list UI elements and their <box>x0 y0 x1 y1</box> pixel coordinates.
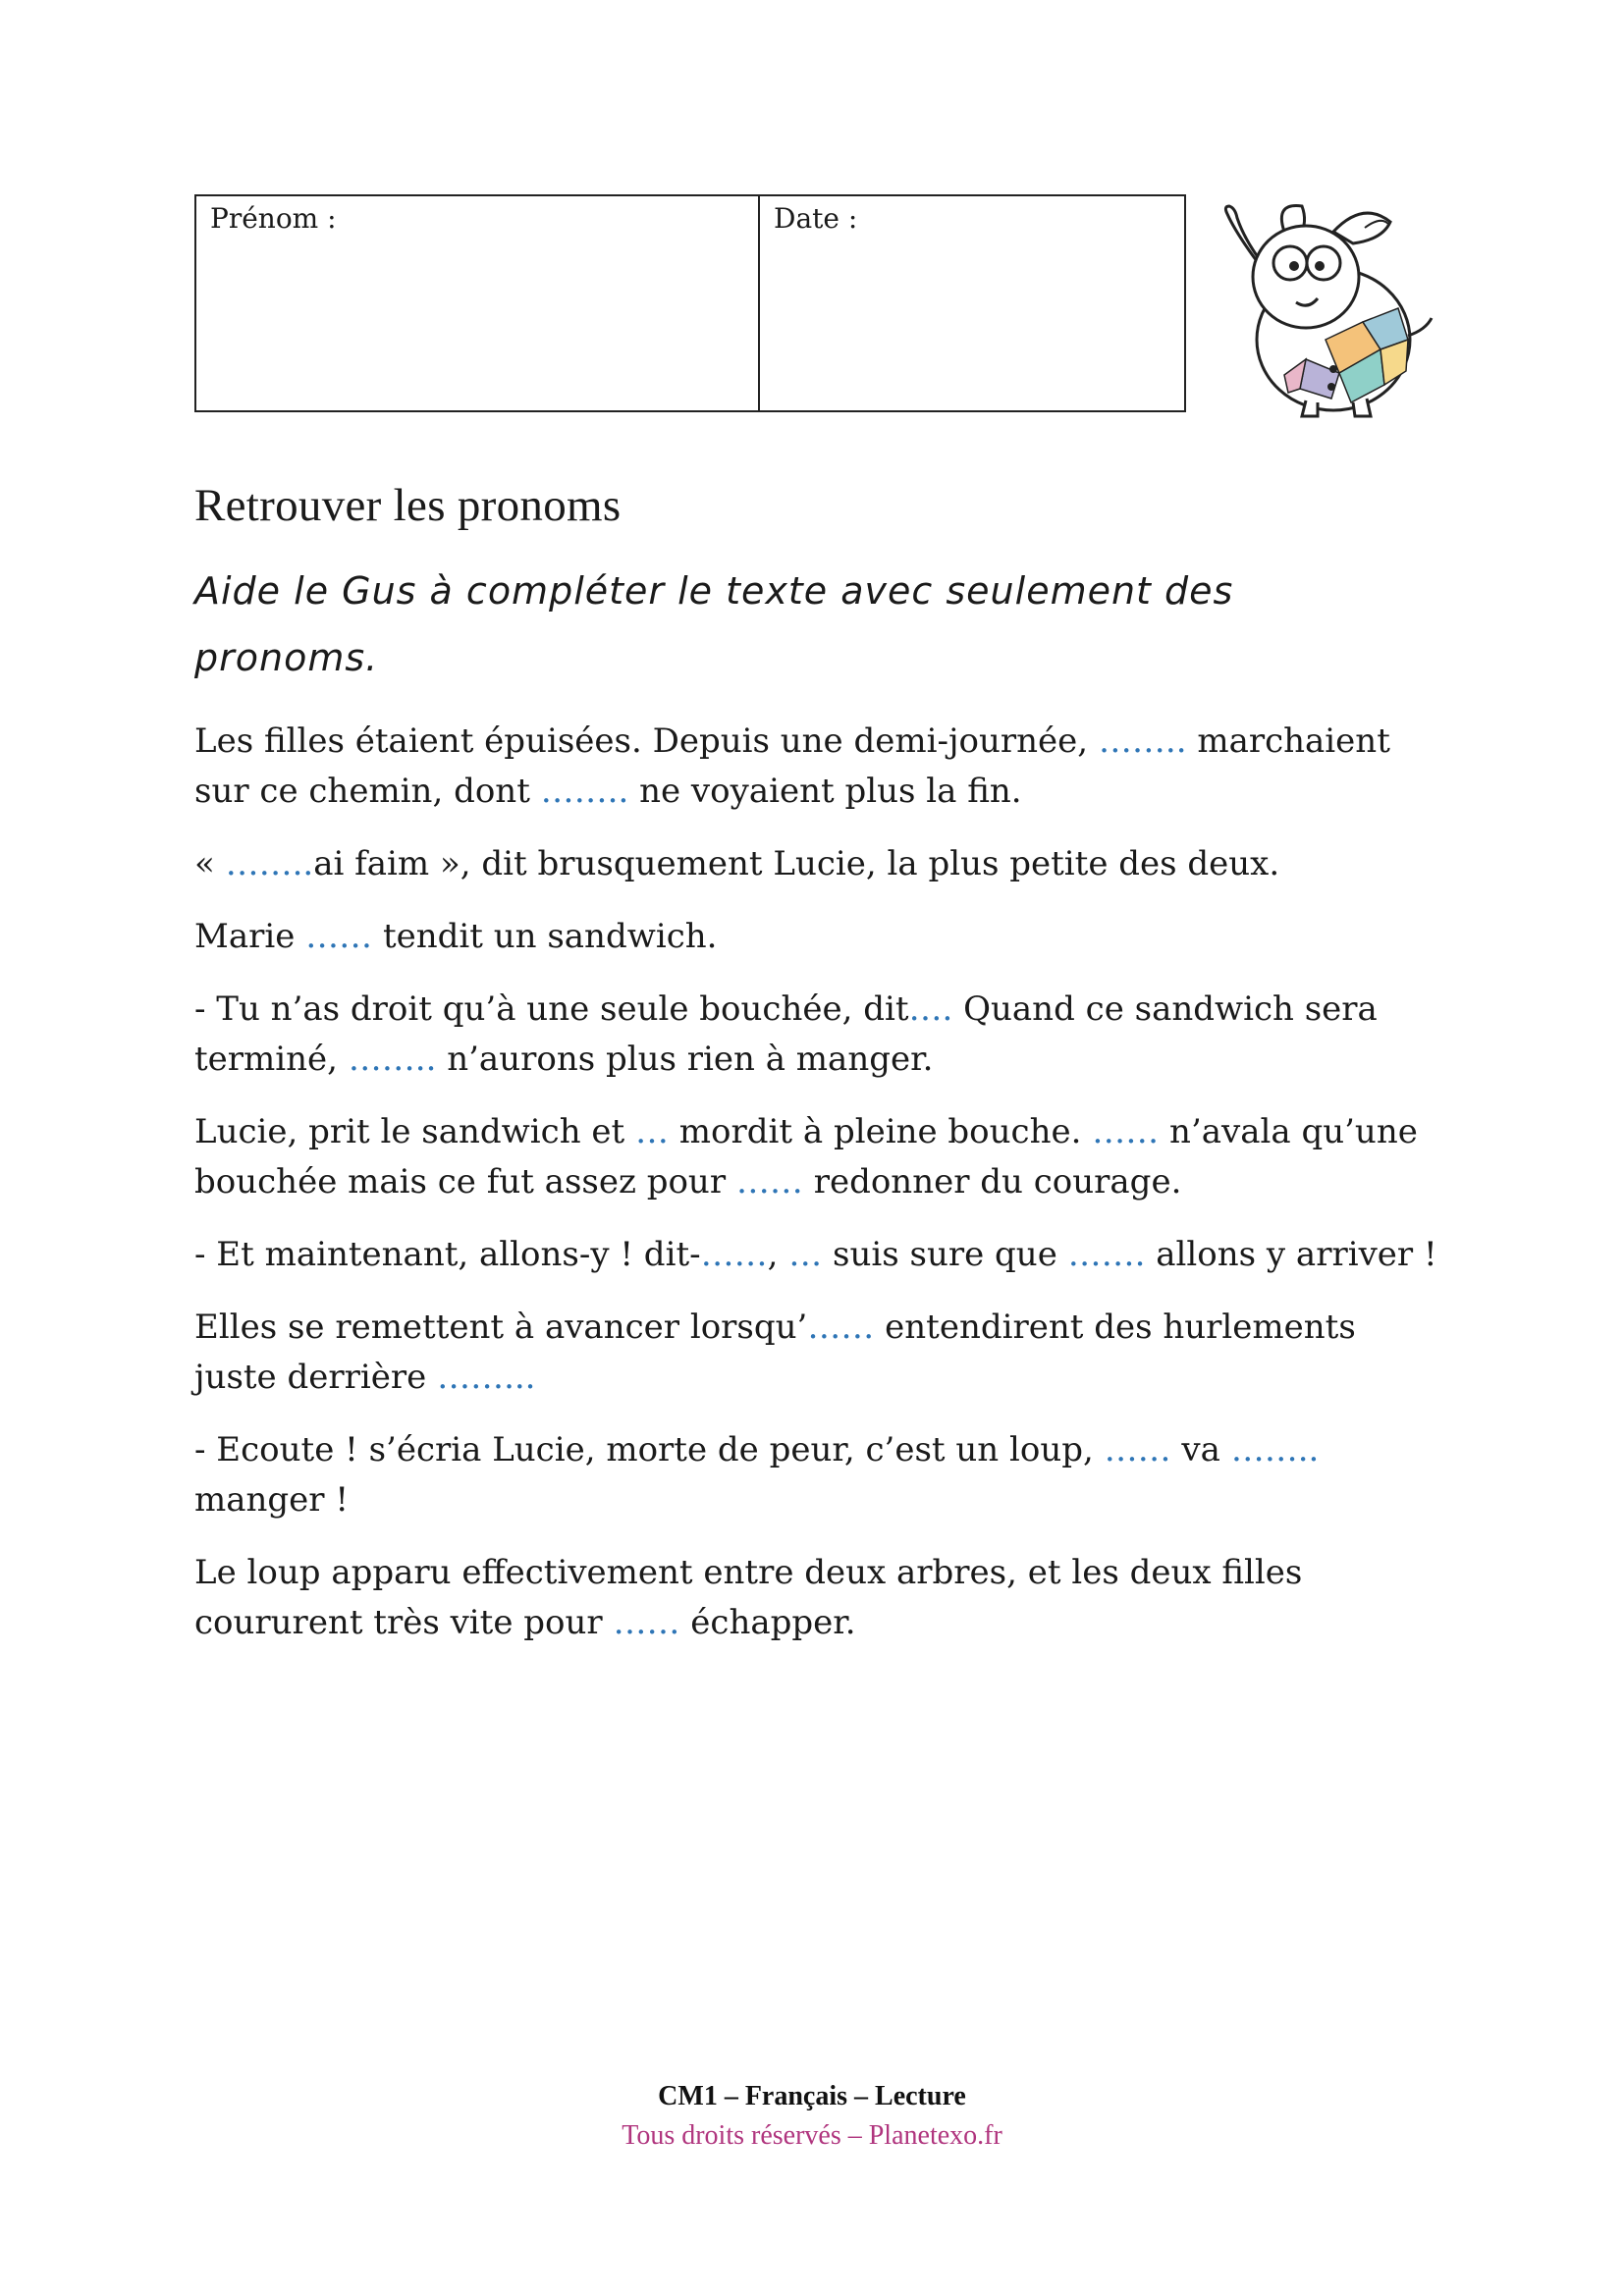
text-segment: marchaient sur ce chemin, dont <box>194 721 1390 811</box>
prenom-label: Prénom : <box>210 202 337 235</box>
footer-subject: CM1 – Français – Lecture <box>658 2081 966 2111</box>
header-table <box>194 194 1186 412</box>
exercise-paragraph <box>194 1425 1441 1525</box>
pronoun-blank[interactable]: …….. <box>1098 721 1187 761</box>
text-segment: Les filles étaient épuisées. Depuis une demi-journée, <box>194 721 1099 761</box>
instruction: Aide le Gus à compléter le texte avec seulement des pronoms. <box>194 569 1234 679</box>
page-title: Retrouver les pronoms <box>194 480 622 531</box>
text-segment: n’avala qu’une bouchée mais ce fut assez pour <box>194 1112 1418 1201</box>
text-segment: Lucie, prit le sandwich et <box>194 1112 635 1151</box>
pronoun-blank[interactable]: …….. <box>348 1040 437 1079</box>
text-segment: , <box>767 1235 789 1274</box>
date-label: Date : <box>774 202 858 235</box>
text-segment: ne voyaient plus la fin. <box>628 772 1022 811</box>
text-segment: Quand ce sandwich sera terminé, <box>194 989 1378 1079</box>
text-segment: - Et maintenant, allons-y ! dit- <box>194 1235 701 1274</box>
exercise-paragraph <box>194 985 1441 1085</box>
exercise-paragraph <box>194 1303 1441 1403</box>
sheep-mascot-icon <box>1216 192 1434 418</box>
text-segment: entendirent des hurlements juste derrière <box>194 1308 1356 1397</box>
exercise-paragraph <box>194 717 1441 817</box>
pronoun-blank[interactable]: … <box>635 1112 669 1151</box>
pronoun-blank[interactable]: …… <box>700 1235 768 1274</box>
exercise-paragraph <box>194 1107 1441 1207</box>
date-field[interactable] <box>760 196 1184 410</box>
text-segment: ai faim », dit brusquement Lucie, la plus petite des deux. <box>313 844 1280 883</box>
pronoun-blank[interactable]: …… <box>735 1162 803 1201</box>
pronoun-blank[interactable]: … <box>788 1235 823 1274</box>
footer <box>0 2077 1624 2156</box>
pronoun-blank[interactable]: …… <box>807 1308 875 1347</box>
exercise-paragraph <box>194 1230 1441 1280</box>
exercise-paragraph <box>194 839 1441 889</box>
text-segment: « <box>194 844 226 883</box>
exercise-text <box>194 717 1441 1671</box>
exercise-paragraph <box>194 912 1441 962</box>
text-segment: suis sure que <box>822 1235 1068 1274</box>
text-segment: échapper. <box>679 1603 856 1642</box>
pronoun-blank[interactable]: …… <box>1104 1430 1171 1469</box>
pronoun-blank[interactable]: …… <box>305 917 373 956</box>
pronoun-blank[interactable]: …… <box>1092 1112 1160 1151</box>
pronoun-blank[interactable]: ……. <box>1067 1235 1146 1274</box>
text-segment: redonner du courage. <box>802 1162 1182 1201</box>
footer-copyright: Tous droits réservés – Planetexo.fr <box>622 2120 1002 2151</box>
text-segment: allons y arriver ! <box>1145 1235 1437 1274</box>
pronoun-blank[interactable]: …… <box>613 1603 680 1642</box>
text-segment: Marie <box>194 917 306 956</box>
text-segment: Elles se remettent à avancer lorsqu’ <box>194 1308 808 1347</box>
text-segment: n’aurons plus rien à manger. <box>436 1040 934 1079</box>
exercise-paragraph <box>194 1548 1441 1648</box>
text-segment: mordit à pleine bouche. <box>669 1112 1093 1151</box>
pronoun-blank[interactable]: …….. <box>1230 1430 1320 1469</box>
pronoun-blank[interactable]: ……... <box>437 1358 536 1397</box>
pronoun-blank[interactable]: …. <box>908 989 953 1029</box>
text-segment: manger ! <box>194 1480 350 1520</box>
text-segment: - Ecoute ! s’écria Lucie, morte de peur, c’est un loup, <box>194 1430 1105 1469</box>
text-segment: tendit un sandwich. <box>372 917 718 956</box>
pronoun-blank[interactable]: …….. <box>225 844 314 883</box>
text-segment: Le loup apparu effectivement entre deux arbres, et les deux filles coururent très vite pour <box>194 1553 1303 1642</box>
pronoun-blank[interactable]: …….. <box>540 772 629 811</box>
text-segment: va <box>1170 1430 1231 1469</box>
prenom-field[interactable] <box>196 196 760 410</box>
text-segment: - Tu n’as droit qu’à une seule bouchée, dit <box>194 989 909 1029</box>
